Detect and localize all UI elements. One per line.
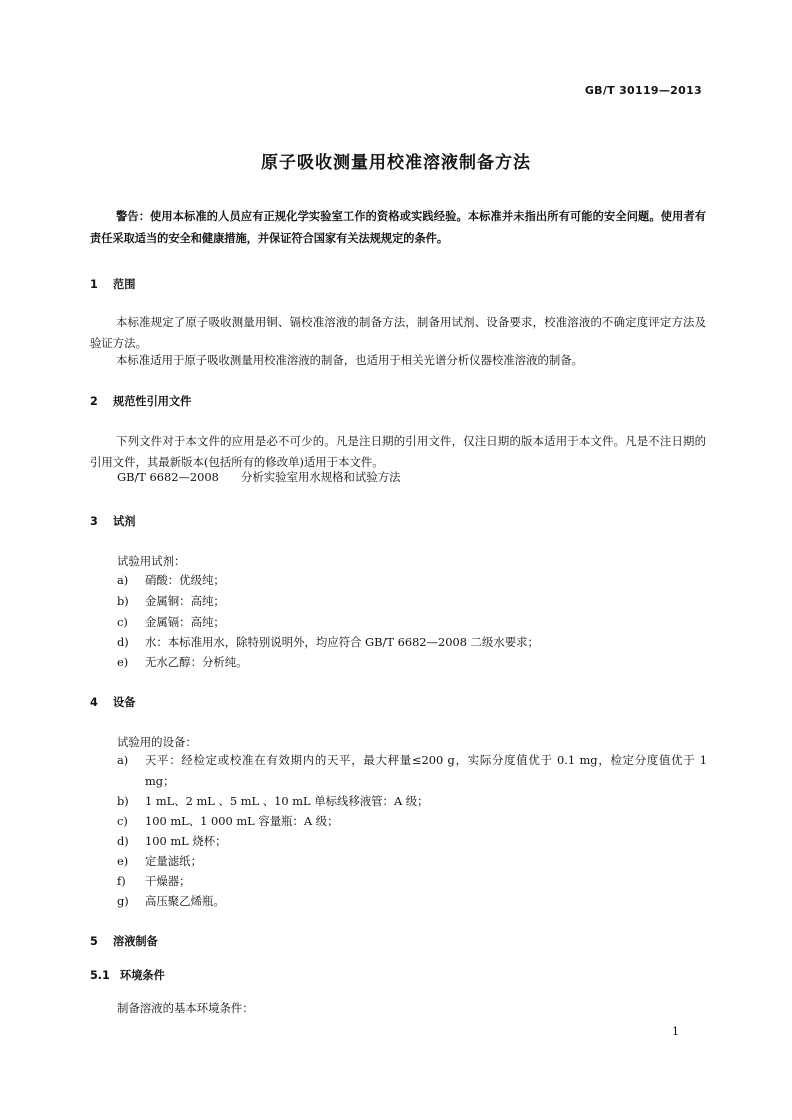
- document-title: 原子吸收测量用校准溶液制备方法: [261, 153, 531, 173]
- standard-code: GB/T 30119—2013: [584, 84, 702, 97]
- list-item: d) 水：本标准用水，除特别说明外，均应符合 GB/T 6682—2008 二级水要求；: [117, 635, 539, 649]
- list-item: c) 金属镉：高纯；: [117, 615, 225, 629]
- list-item: e) 定量滤纸；: [117, 854, 202, 868]
- list-item: b) 金属铜：高纯；: [117, 594, 225, 608]
- warning-paragraph: 警告：使用本标准的人员应有正规化学实验室工作的资格或实践经验。本标准并未指出所有可能的安全问题。使用者有责任采取适当的安全和健康措施，并保证符合国家有关法规规定的条件。: [90, 210, 706, 245]
- scope-paragraph-1: 本标准规定了原子吸收测量用铜、镉校准溶液的制备方法，制备用试剂、设备要求，校准溶液的不确定度评定方法及验证方法。: [90, 315, 706, 350]
- page-number: 1: [672, 1025, 679, 1038]
- scope-paragraph-2: 本标准适用于原子吸收测量用校准溶液的制备，也适用于相关光谱分析仪器校准溶液的制备。: [116, 353, 584, 367]
- section-title: 环境条件: [120, 969, 165, 982]
- section-heading-1: [90, 276, 135, 292]
- section-title: 溶液制备: [113, 935, 158, 948]
- section-title: 规范性引用文件: [113, 395, 192, 408]
- section-number: 5: [90, 935, 98, 948]
- section-heading-4: [90, 694, 135, 710]
- list-item: b) 1 mL、2 mL 、5 mL 、10 mL 单标线移液管：A 级；: [117, 794, 429, 808]
- section-number: 1: [90, 278, 98, 291]
- list-item: g) 高压聚乙烯瓶。: [117, 894, 225, 908]
- section-title: 设备: [113, 696, 136, 709]
- list-item: c) 100 mL、1 000 mL 容量瓶：A 级；: [117, 814, 339, 828]
- section-heading-3: [90, 513, 135, 529]
- normative-reference: [117, 469, 400, 485]
- section-title: 范围: [113, 278, 136, 291]
- section-number: 3: [90, 515, 98, 528]
- section-number: 2: [90, 395, 98, 408]
- list-item: f) 干燥器；: [117, 874, 191, 888]
- section-number: 4: [90, 696, 98, 709]
- reference-code: GB/T 6682—2008: [117, 470, 219, 484]
- list-item: e) 无水乙醇：分析纯。: [117, 655, 248, 669]
- list-item: d) 100 mL 烧杯；: [117, 834, 227, 848]
- reference-title: 分析实验室用水规格和试验方法: [241, 470, 401, 484]
- list-item: a) 天平：经检定或校准在有效期内的天平，最大秤量≤200 g，实际分度值优于 0.1 mg，检定分度值优于 1 mg；: [117, 753, 707, 788]
- environment-intro: 制备溶液的基本环境条件：: [117, 1001, 254, 1015]
- section-number: 5.1: [90, 969, 110, 982]
- section-heading-5: [90, 933, 158, 949]
- list-item: a) 硝酸：优级纯；: [117, 573, 225, 587]
- equipment-intro: 试验用的设备：: [117, 735, 197, 749]
- references-paragraph: 下列文件对于本文件的应用是必不可少的。凡是注日期的引用文件，仅注日期的版本适用于本文件。凡是不注日期的引用文件，其最新版本(包括所有的修改单)适用于本文件。: [90, 434, 706, 469]
- reagents-intro: 试验用试剂：: [117, 554, 186, 568]
- section-title: 试剂: [113, 515, 136, 528]
- section-heading-5-1: [90, 967, 165, 983]
- section-heading-2: [90, 393, 191, 409]
